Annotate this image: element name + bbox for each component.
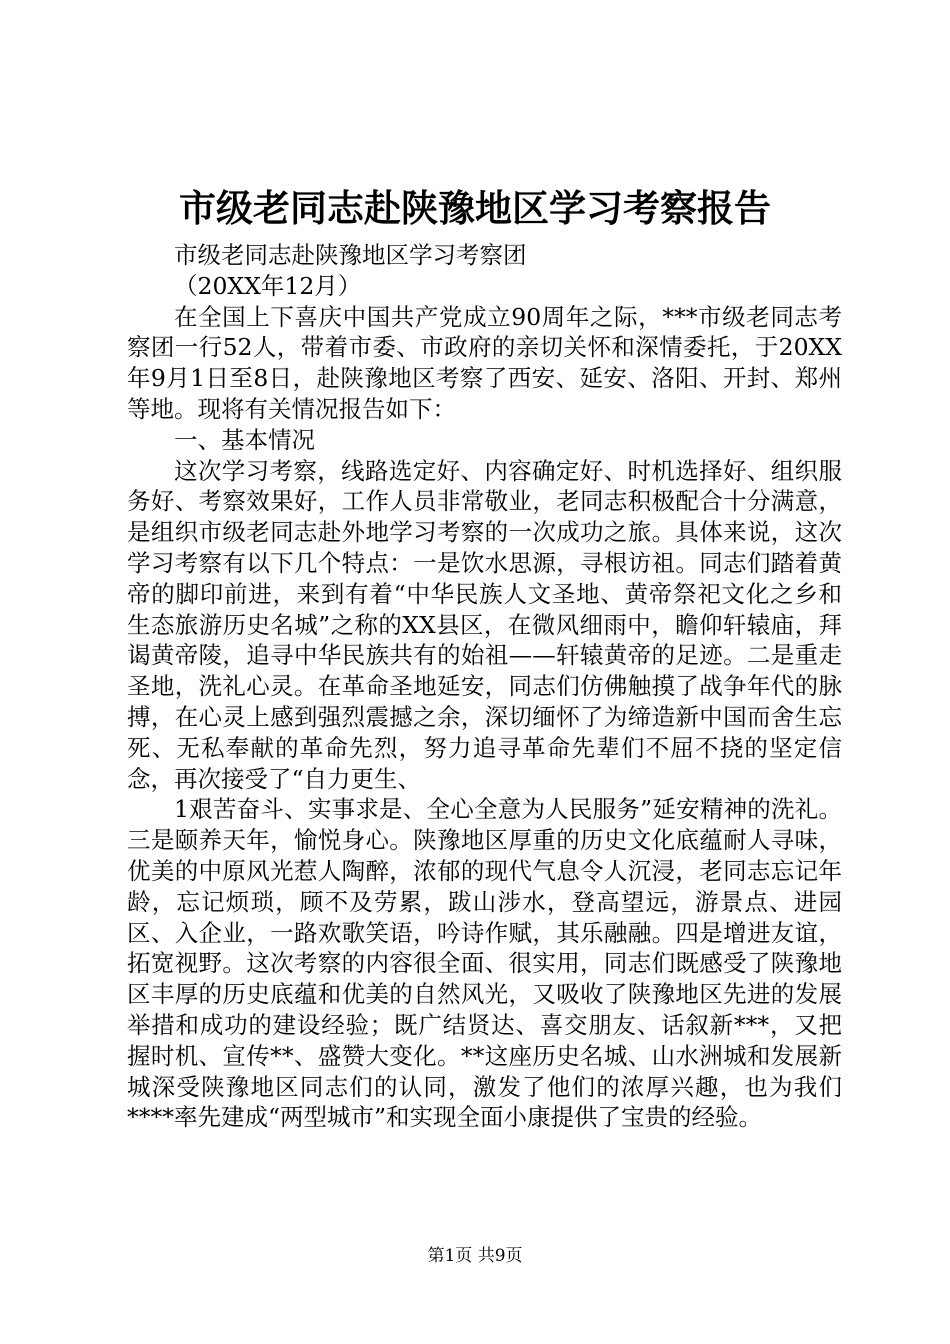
document-title: 市级老同志赴陕豫地区学习考察报告 <box>179 186 771 230</box>
document-body <box>127 240 842 1133</box>
author-line: 市级老同志赴陕豫地区学习考察团 <box>174 241 527 269</box>
paragraph-continued: 1艰苦奋斗、实事求是、全心全意为人民服务”延安精神的洗礼。三是颐养天年，愉悦身心。陕豫地区厚重的历史文化底蕴耐人寻味，优美的中原风光惹人陶醉，浓郁的现代气息令人沉浸，老同志忘记年龄，忘记烦琐，顾不及劳累，跋山涉水，登高望远，游景点、进园区、入企业，一路欢歌笑语，吟诗作赋，其乐融融。四是增进友谊，拓宽视野。这次考察的内容很全面、很实用，同志们既感受了陕豫地区丰厚的历史底蕴和优美的自然风光，又吸收了陕豫地区先进的发展举措和成功的建设经验；既广结贤达、喜交朋友、话叙新***，又把握时机、宣传**、盛赞大变化。**这座历史名城、山水洲城和发展新城深受陕豫地区同志们的认同，激发了他们的浓厚兴趣，也为我们****率先建成“两型城市”和实现全面小康提供了宝贵的经验。 <box>127 795 842 1132</box>
paragraph-basic-info: 这次学习考察，线路选定好、内容确定好、时机选择好、组织服务好、考察效果好，工作人员非常敬业，老同志积极配合十分满意，是组织市级老同志赴外地学习考察的一次成功之旅。具体来说，这次学习考察有以下几个特点：一是饮水思源，寻根访祖。同志们踏着黄帝的脚印前进，来到有着“中华民族人文圣地、黄帝祭祀文化之乡和生态旅游历史名城”之称的XX县区，在微风细雨中，瞻仰轩辕庙，拜谒黄帝陵，追寻中华民族共有的始祖——轩辕黄帝的足迹。二是重走圣地，洗礼心灵。在革命圣地延安，同志们仿佛触摸了战争年代的脉搏，在心灵上感到强烈震撼之余，深切缅怀了为缔造新中国而舍生忘死、无私奉献的革命先烈，努力追寻革命先辈们不屈不挠的坚定信念，再次接受了“自力更生、 <box>127 456 842 793</box>
date-line: （20XX年12月） <box>174 271 362 300</box>
section-heading: 一、基本情况 <box>174 425 315 454</box>
page-footer: 第1页 共9页 <box>427 1246 523 1266</box>
paragraph-intro: 在全国上下喜庆中国共产党成立90周年之际，***市级老同志考察团一行52人，带着市委、市政府的亲切关怀和深情委托，于20XX年9月1日至8日，赴陕豫地区考察了西安、延安、洛阳、开封、郑州等地。现将有关情况报告如下： <box>127 302 842 423</box>
